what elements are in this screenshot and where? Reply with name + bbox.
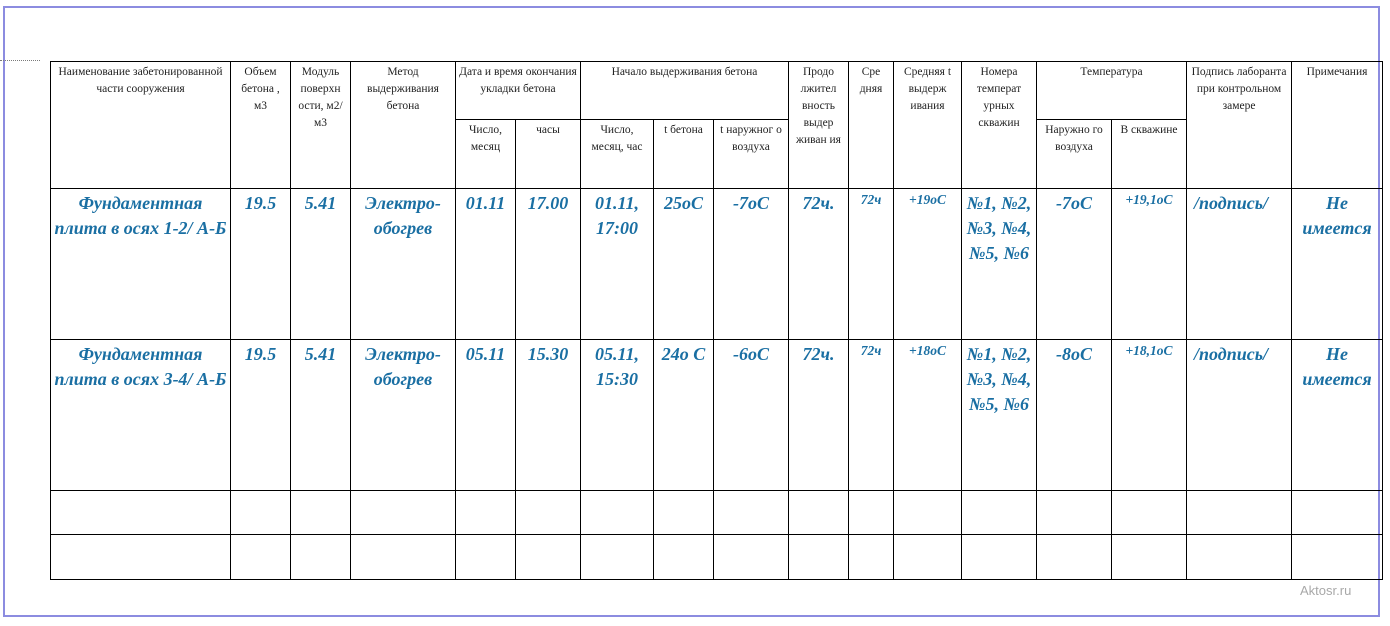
cell-method: Электро-обогрев: [351, 189, 456, 340]
header-avg: Сре дняя: [849, 62, 894, 189]
cell-temp-outdoor: -7оС: [1037, 189, 1112, 340]
watermark: Aktosr.ru: [1300, 583, 1352, 598]
concrete-curing-journal-table: [50, 61, 1383, 580]
header-temp-outdoor: Наружно го воздуха: [1037, 120, 1112, 189]
cell-temp-well: +18,1оС: [1112, 340, 1187, 491]
cell-placement-hours: 15.30: [516, 340, 581, 491]
header-placement-hours: часы: [516, 120, 581, 189]
cell-t-concrete: 24о С: [654, 340, 714, 491]
cell-duration: 72ч.: [789, 340, 849, 491]
header-row-1: [51, 62, 1383, 120]
empty-row: [51, 535, 1383, 580]
cell-curing-datetime: 01.11, 17:00: [581, 189, 654, 340]
cell-signature: /подпись/: [1187, 340, 1292, 491]
cell-notes: Не имеется: [1292, 189, 1383, 340]
cell-method: Электро-обогрев: [351, 340, 456, 491]
header-volume: Объем бетона , м3: [231, 62, 291, 189]
cell-avg: 72ч: [849, 340, 894, 491]
cell-wells: №1, №2, №3, №4, №5, №6: [962, 189, 1037, 340]
header-wells: Номера температ урных скважин: [962, 62, 1037, 189]
header-temp-well: В скважине: [1112, 120, 1187, 189]
cell-curing-datetime: 05.11, 15:30: [581, 340, 654, 491]
cell-t-outdoor: -7оС: [714, 189, 789, 340]
dotted-margin-line: [0, 60, 40, 61]
cell-notes: Не имеется: [1292, 340, 1383, 491]
cell-placement-hours: 17.00: [516, 189, 581, 340]
header-duration: Продо лжител вность выдер живан ия: [789, 62, 849, 189]
header-t-concrete: t бетона: [654, 120, 714, 189]
cell-t-outdoor: -6оС: [714, 340, 789, 491]
cell-name: Фундаментная плита в осях 3-4/ А-Б: [51, 340, 231, 491]
cell-avg-temp: +18оС: [894, 340, 962, 491]
table-row: [51, 189, 1383, 340]
header-temperature: Температура: [1037, 62, 1187, 120]
cell-placement-date: 01.11: [456, 189, 516, 340]
header-avg-temp: Средняя t выдерж ивания: [894, 62, 962, 189]
cell-name: Фундаментная плита в осях 1-2/ А-Б: [51, 189, 231, 340]
cell-avg-temp: +19оС: [894, 189, 962, 340]
cell-temp-well: +19,1оС: [1112, 189, 1187, 340]
header-placement-date: Число, месяц: [456, 120, 516, 189]
cell-placement-date: 05.11: [456, 340, 516, 491]
cell-wells: №1, №2, №3, №4, №5, №6: [962, 340, 1037, 491]
cell-avg: 72ч: [849, 189, 894, 340]
cell-volume: 19.5: [231, 189, 291, 340]
header-t-outdoor: t наружног о воздуха: [714, 120, 789, 189]
header-method: Метод выдерживания бетона: [351, 62, 456, 189]
cell-duration: 72ч.: [789, 189, 849, 340]
header-notes: Примечания: [1292, 62, 1383, 189]
cell-volume: 19.5: [231, 340, 291, 491]
cell-t-concrete: 25оС: [654, 189, 714, 340]
cell-signature: /подпись/: [1187, 189, 1292, 340]
cell-temp-outdoor: -8оС: [1037, 340, 1112, 491]
header-placement: Дата и время окончания укладки бетона: [456, 62, 581, 120]
table-row: [51, 340, 1383, 491]
header-signature: Подпись лаборанта при контрольном замере: [1187, 62, 1292, 189]
cell-modulus: 5.41: [291, 340, 351, 491]
header-modulus: Модуль поверхн ости, м2/ м3: [291, 62, 351, 189]
header-curing-datetime: Число, месяц, час: [581, 120, 654, 189]
header-curing-start: Начало выдерживания бетона: [581, 62, 789, 120]
header-name: Наименование забетонированной части сооружения: [51, 62, 231, 189]
empty-row: [51, 491, 1383, 535]
cell-modulus: 5.41: [291, 189, 351, 340]
